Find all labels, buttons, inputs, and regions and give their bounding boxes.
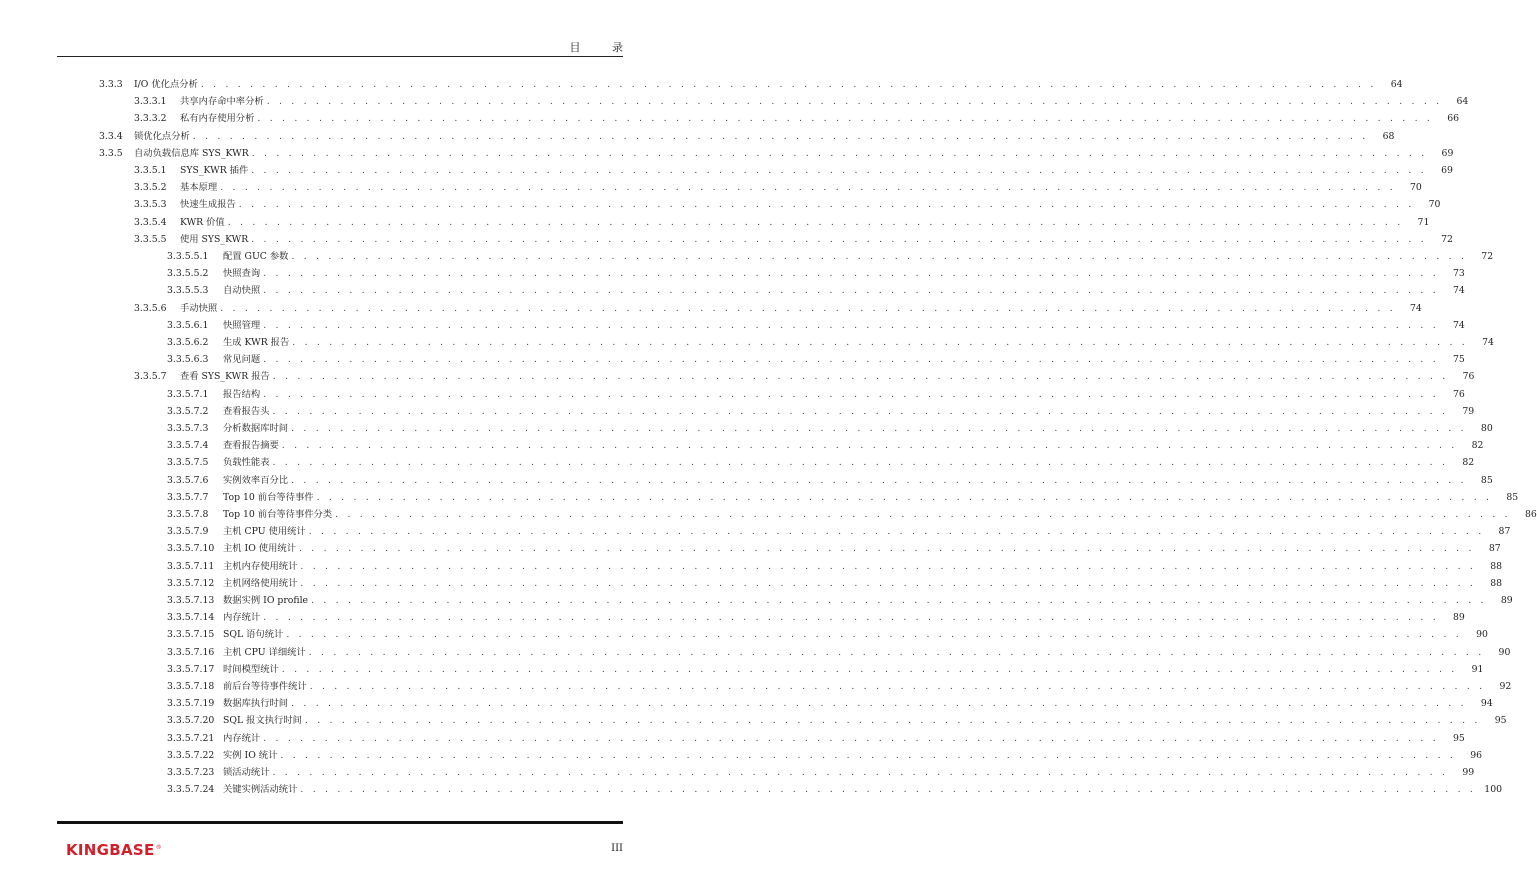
toc-dot-leader: . . . . . . . . . . . . . . . . . . . . . . . . . . . . . . . . . . . . . . . . . . . . . . . . . . . . . . . . . . . . . . . . . . . . . . . . . . . . . . . . . . . . . . . . . . . . . . . . <box>263 732 1439 744</box>
toc-entry[interactable] <box>0 644 1511 661</box>
toc-entry-number: 3.3.5.5 <box>134 233 167 245</box>
toc-entry-leader <box>223 334 1494 351</box>
toc-entry[interactable] <box>0 110 1460 127</box>
toc-entry-number: 3.3.5.7.21 <box>167 732 215 744</box>
toc-entry-page: 75 <box>1453 354 1465 366</box>
toc-entry[interactable] <box>0 730 1465 747</box>
toc-entry-title: I/O 优化点分析 <box>134 76 201 93</box>
toc-entry-page: 74 <box>1410 302 1422 314</box>
toc-entry-page: 64 <box>1456 96 1469 108</box>
toc-entry-title: SQL 报文执行时间 <box>223 712 305 729</box>
toc-entry-title: 查看报告头 <box>223 403 273 420</box>
toc-entry-page: 99 <box>1462 767 1475 778</box>
toc-entry-number: 3.3.5.7.15 <box>167 629 215 641</box>
toc-entry-title: 内存统计 <box>223 730 263 747</box>
toc-dot-leader: . . . . . . . . . . . . . . . . . . . . . . . . . . . . . . . . . . . . . . . . . . . . . . . . . . . . . . . . . . . . . . . . . . . . . . . . . . . . . . . . . . . . . . . . . . . . . . . . <box>280 749 1457 761</box>
toc-entry-page: 87 <box>1498 526 1511 538</box>
toc-entry-page: 76 <box>1462 371 1475 383</box>
toc-entry-page: 66 <box>1447 113 1460 125</box>
toc-entry-number: 3.3.5.7.2 <box>167 405 209 417</box>
toc-entry-title: 实例效率百分比 <box>223 472 291 489</box>
toc-dot-leader: . . . . . . . . . . . . . . . . . . . . . . . . . . . . . . . . . . . . . . . . . . . . . . . . . . . . . . . . . . . . . . . . . . . . . . . . . . . . . . . . . . . . . . . . . . . . . . . . <box>220 302 1396 314</box>
toc-entry[interactable] <box>0 351 1465 368</box>
toc-entry-title: 实例 IO 统计 <box>223 747 280 764</box>
toc-dot-leader: . . . . . . . . . . . . . . . . . . . . . . . . . . . . . . . . . . . . . . . . . . . . . . . . . . . . . . . . . . . . . . . . . . . . . . . . . . . . . . . . . . . . . . . . . . . . . . . . <box>300 577 1477 589</box>
toc-entry-leader <box>180 93 1469 110</box>
toc-entry-page: 96 <box>1470 749 1483 761</box>
toc-entry-title: SYS_KWR 插件 <box>180 162 251 179</box>
toc-dot-leader: . . . . . . . . . . . . . . . . . . . . . . . . . . . . . . . . . . . . . . . . . . . . . . . . . . . . . . . . . . . . . . . . . . . . . . . . . . . . . . . . . . . . . . . . . . . . . . . . <box>263 268 1439 280</box>
toc-entry-number: 3.3.5.4 <box>134 216 167 228</box>
toc-entry[interactable] <box>0 300 1422 317</box>
toc-entry-number: 3.3.4 <box>99 130 123 142</box>
toc-entry-page: 69 <box>1441 147 1454 159</box>
toc-dot-leader: . . . . . . . . . . . . . . . . . . . . . . . . . . . . . . . . . . . . . . . . . . . . . . . . . . . . . . . . . . . . . . . . . . . . . . . . . . . . . . . . . . . . . . . . . . . . . . . . <box>300 560 1477 572</box>
toc-entry[interactable] <box>0 764 1475 781</box>
toc-entry-title: 主机 CPU 详细统计 <box>223 644 309 661</box>
toc-entry[interactable] <box>0 162 1453 179</box>
toc-dot-leader: . . . . . . . . . . . . . . . . . . . . . . . . . . . . . . . . . . . . . . . . . . . . . . . . . . . . . . . . . . . . . . . . . . . . . . . . . . . . . . . . . . . . . . . . . . . . . . . . <box>300 784 1477 796</box>
toc-entry-title: 使用 SYS_KWR <box>180 231 251 248</box>
toc-entry-leader <box>223 695 1493 712</box>
toc-entry-title: 时间模型统计 <box>223 661 282 678</box>
toc-entry-page: 88 <box>1490 577 1503 589</box>
toc-entry-page: 72 <box>1481 251 1494 262</box>
toc-dot-leader: . . . . . . . . . . . . . . . . . . . . . . . . . . . . . . . . . . . . . . . . . . . . . . . . . . . . . . . . . . . . . . . . . . . . . . . . . . . . . . . . . . . . . . . . . . . . . . . . <box>263 388 1439 400</box>
toc-entry[interactable] <box>0 145 1454 162</box>
toc-dot-leader: . . . . . . . . . . . . . . . . . . . . . . . . . . . . . . . . . . . . . . . . . . . . . . . . . . . . . . . . . . . . . . . . . . . . . . . . . . . . . . . . . . . . . . . . . . . . . . . . <box>272 767 1449 778</box>
toc-entry-number: 3.3.5.7 <box>134 371 167 383</box>
toc-entry[interactable] <box>0 712 1507 729</box>
toc-dot-leader: . . . . . . . . . . . . . . . . . . . . . . . . . . . . . . . . . . . . . . . . . . . . . . . . . . . . . . . . . . . . . . . . . . . . . . . . . . . . . . . . . . . . . . . . . . . . . . . . <box>263 612 1439 624</box>
toc-entry-page: 94 <box>1480 698 1493 710</box>
toc-entry-leader <box>223 248 1494 265</box>
toc-entry-title: 锁活动统计 <box>223 764 273 781</box>
toc-dot-leader: . . . . . . . . . . . . . . . . . . . . . . . . . . . . . . . . . . . . . . . . . . . . . . . . . . . . . . . . . . . . . . . . . . . . . . . . . . . . . . . . . . . . . . . . . . . . . . . . <box>291 423 1467 434</box>
toc-dot-leader: . . . . . . . . . . . . . . . . . . . . . . . . . . . . . . . . . . . . . . . . . . . . . . . . . . . . . . . . . . . . . . . . . . . . . . . . . . . . . . . . . . . . . . . . . . . . . . . . <box>251 147 1428 159</box>
toc-entry-page: 82 <box>1471 440 1484 452</box>
toc-entry-title: 快速生成报告 <box>180 196 239 213</box>
toc-dot-leader: . . . . . . . . . . . . . . . . . . . . . . . . . . . . . . . . . . . . . . . . . . . . . . . . . . . . . . . . . . . . . . . . . . . . . . . . . . . . . . . . . . . . . . . . . . . . . . . . <box>292 337 1468 348</box>
toc-entry-number: 3.3.5.7.12 <box>167 577 215 589</box>
toc-entry[interactable] <box>0 282 1465 299</box>
toc-entry[interactable] <box>0 403 1475 420</box>
toc-entry-number: 3.3.5.7.9 <box>167 526 209 538</box>
toc-entry-leader <box>223 437 1484 454</box>
page-number: III <box>611 843 623 854</box>
toc-entry-leader <box>223 609 1465 626</box>
toc-dot-leader: . . . . . . . . . . . . . . . . . . . . . . . . . . . . . . . . . . . . . . . . . . . . . . . . . . . . . . . . . . . . . . . . . . . . . . . . . . . . . . . . . . . . . . . . . . . . . . . . <box>304 715 1481 727</box>
toc-entry-number: 3.3.5.7.14 <box>167 612 215 624</box>
toc-entry-title: 共享内存命中率分析 <box>180 93 267 110</box>
toc-entry-page: 70 <box>1410 182 1422 194</box>
toc-entry[interactable] <box>0 506 1537 523</box>
toc-entry-number: 3.3.3.1 <box>134 96 167 108</box>
toc-entry-leader <box>180 196 1441 213</box>
toc-dot-leader: . . . . . . . . . . . . . . . . . . . . . . . . . . . . . . . . . . . . . . . . . . . . . . . . . . . . . . . . . . . . . . . . . . . . . . . . . . . . . . . . . . . . . . . . . . . . . . . . <box>291 251 1468 262</box>
toc-entry-page: 76 <box>1453 388 1465 400</box>
toc-entry[interactable] <box>0 609 1465 626</box>
toc-dot-leader: . . . . . . . . . . . . . . . . . . . . . . . . . . . . . . . . . . . . . . . . . . . . . . . . . . . . . . . . . . . . . . . . . . . . . . . . . . . . . . . . . . . . . . . . . . . . . . . . <box>291 698 1467 710</box>
toc-entry-number: 3.3.5.6.1 <box>167 319 209 331</box>
toc-entry-number: 3.3.5.7.6 <box>167 474 209 486</box>
toc-entry-number: 3.3.3 <box>99 79 123 90</box>
toc-dot-leader: . . . . . . . . . . . . . . . . . . . . . . . . . . . . . . . . . . . . . . . . . . . . . . . . . . . . . . . . . . . . . . . . . . . . . . . . . . . . . . . . . . . . . . . . . . . . . . . . <box>263 319 1439 331</box>
toc-entry-number: 3.3.5.7.4 <box>167 440 209 452</box>
toc-entry-leader <box>223 678 1512 695</box>
toc-dot-leader: . . . . . . . . . . . . . . . . . . . . . . . . . . . . . . . . . . . . . . . . . . . . . . . . . . . . . . . . . . . . . . . . . . . . . . . . . . . . . . . . . . . . . . . . . . . . . . . . <box>308 646 1485 658</box>
toc-entry-number: 3.3.5.7.3 <box>167 423 209 434</box>
toc-entry-page: 86 <box>1524 509 1537 520</box>
toc-entry-number: 3.3.5.7.17 <box>167 663 215 675</box>
toc-entry-title: 基本原理 <box>180 179 220 196</box>
toc-entry-page: 100 <box>1484 784 1503 796</box>
toc-entry-number: 3.3.5.7.22 <box>167 749 215 761</box>
toc-entry-title: Top 10 前台等待事件分类 <box>223 506 335 523</box>
toc-entry-leader <box>134 145 1454 162</box>
toc-entry-number: 3.3.5.5.2 <box>167 268 209 280</box>
logo-text: KINGBASE <box>66 841 155 859</box>
toc-entry-title: 分析数据库时间 <box>223 420 291 437</box>
toc-entry[interactable] <box>0 592 1513 609</box>
toc-dot-leader: . . . . . . . . . . . . . . . . . . . . . . . . . . . . . . . . . . . . . . . . . . . . . . . . . . . . . . . . . . . . . . . . . . . . . . . . . . . . . . . . . . . . . . . . . . . . . . . . <box>200 79 1377 90</box>
toc-dot-leader: . . . . . . . . . . . . . . . . . . . . . . . . . . . . . . . . . . . . . . . . . . . . . . . . . . . . . . . . . . . . . . . . . . . . . . . . . . . . . . . . . . . . . . . . . . . . . . . . <box>311 595 1487 606</box>
toc-entry-title: SQL 语句统计 <box>223 626 286 643</box>
toc-dot-leader: . . . . . . . . . . . . . . . . . . . . . . . . . . . . . . . . . . . . . . . . . . . . . . . . . . . . . . . . . . . . . . . . . . . . . . . . . . . . . . . . . . . . . . . . . . . . . . . . <box>281 440 1458 452</box>
toc-entry-number: 3.3.5.7.20 <box>167 715 215 727</box>
toc-entry-number: 3.3.5.2 <box>134 182 167 194</box>
toc-entry-number: 3.3.5.5.1 <box>167 251 209 262</box>
kingbase-logo <box>66 841 162 859</box>
toc-entry[interactable] <box>0 558 1503 575</box>
toc-entry-number: 3.3.5.6.3 <box>167 354 209 366</box>
toc-entry[interactable] <box>0 472 1493 489</box>
toc-entry-leader <box>223 781 1503 798</box>
toc-entry[interactable] <box>0 265 1465 282</box>
toc-entry-leader <box>180 179 1422 196</box>
toc-entry-number: 3.3.5.5.3 <box>167 285 209 297</box>
toc-entry-page: 91 <box>1471 663 1484 675</box>
toc-entry-number: 3.3.5.7.23 <box>167 767 215 778</box>
toc-entry[interactable] <box>0 231 1453 248</box>
toc-entry[interactable] <box>0 317 1465 334</box>
toc-entry-page: 87 <box>1488 543 1501 555</box>
toc-entry-number: 3.3.5.7.7 <box>167 491 209 503</box>
toc-entry-number: 3.3.5.6 <box>134 302 167 314</box>
toc-entry-leader <box>223 712 1507 729</box>
toc-entry[interactable] <box>0 781 1503 798</box>
toc-entry-number: 3.3.5.7.18 <box>167 681 215 692</box>
footer-rule <box>57 821 623 824</box>
toc-entry-title: 前后台等待事件统计 <box>223 678 310 695</box>
toc-entry-leader <box>223 626 1488 643</box>
toc-entry-page: 80 <box>1480 423 1493 434</box>
toc-dot-leader: . . . . . . . . . . . . . . . . . . . . . . . . . . . . . . . . . . . . . . . . . . . . . . . . . . . . . . . . . . . . . . . . . . . . . . . . . . . . . . . . . . . . . . . . . . . . . . . . <box>251 233 1427 245</box>
toc-entry-page: 64 <box>1390 79 1403 90</box>
toc-entry-leader <box>223 730 1465 747</box>
toc-entry-leader <box>223 420 1493 437</box>
toc-entry-number: 3.3.5.7.24 <box>167 784 215 796</box>
toc-entry-page: 69 <box>1441 165 1453 176</box>
toc-entry-leader <box>223 575 1503 592</box>
toc-entry-title: 自动快照 <box>223 282 263 299</box>
toc-entry-leader <box>180 300 1422 317</box>
toc-entry-leader <box>223 558 1503 575</box>
toc-entry[interactable] <box>0 214 1430 231</box>
toc-entry-page: 72 <box>1441 233 1453 245</box>
toc-entry-title: 关键实例活动统计 <box>223 781 300 798</box>
toc-entry-title: 数据库执行时间 <box>223 695 291 712</box>
toc-entry-leader <box>223 506 1537 523</box>
toc-entry-page: 85 <box>1480 474 1493 486</box>
toc-dot-leader: . . . . . . . . . . . . . . . . . . . . . . . . . . . . . . . . . . . . . . . . . . . . . . . . . . . . . . . . . . . . . . . . . . . . . . . . . . . . . . . . . . . . . . . . . . . . . . . . <box>263 354 1439 366</box>
header-title: 目 录 <box>569 41 637 54</box>
toc-entry-title: 主机内存使用统计 <box>223 558 300 575</box>
toc-entry[interactable] <box>0 76 1403 93</box>
toc-entry-number: 3.3.5.7.8 <box>167 509 209 520</box>
toc-entry-page: 95 <box>1494 715 1507 727</box>
toc-entry-page: 90 <box>1498 646 1511 658</box>
toc-entry-leader <box>180 214 1430 231</box>
toc-entry-title: 自动负载信息库 SYS_KWR <box>134 145 252 162</box>
toc-entry-title: 报告结构 <box>223 386 263 403</box>
toc-entry-page: 90 <box>1476 629 1488 641</box>
toc-entry-page: 68 <box>1382 130 1395 142</box>
toc-entry-page: 89 <box>1500 595 1513 606</box>
toc-entry[interactable] <box>0 93 1469 110</box>
toc-entry-page: 95 <box>1453 732 1465 744</box>
toc-dot-leader: . . . . . . . . . . . . . . . . . . . . . . . . . . . . . . . . . . . . . . . . . . . . . . . . . . . . . . . . . . . . . . . . . . . . . . . . . . . . . . . . . . . . . . . . . . . . . . . . <box>309 681 1486 692</box>
toc-entry-title: 配置 GUC 参数 <box>223 248 291 265</box>
toc-dot-leader: . . . . . . . . . . . . . . . . . . . . . . . . . . . . . . . . . . . . . . . . . . . . . . . . . . . . . . . . . . . . . . . . . . . . . . . . . . . . . . . . . . . . . . . . . . . . . . . . <box>281 663 1458 675</box>
toc-dot-leader: . . . . . . . . . . . . . . . . . . . . . . . . . . . . . . . . . . . . . . . . . . . . . . . . . . . . . . . . . . . . . . . . . . . . . . . . . . . . . . . . . . . . . . . . . . . . . . . . <box>308 526 1485 538</box>
toc-entry-page: 82 <box>1462 457 1475 469</box>
toc-entry-title: 主机 IO 使用统计 <box>223 540 299 557</box>
toc-entry-title: 查看 SYS_KWR 报告 <box>180 368 273 385</box>
toc-entry[interactable] <box>0 334 1494 351</box>
toc-entry-title: 快照查询 <box>223 265 263 282</box>
toc-dot-leader: . . . . . . . . . . . . . . . . . . . . . . . . . . . . . . . . . . . . . . . . . . . . . . . . . . . . . . . . . . . . . . . . . . . . . . . . . . . . . . . . . . . . . . . . . . . . . . . . <box>251 165 1427 176</box>
toc-entry-title: 私有内存使用分析 <box>180 110 257 127</box>
toc-entry[interactable] <box>0 523 1511 540</box>
toc-entry-page: 74 <box>1453 319 1465 331</box>
toc-entry[interactable] <box>0 540 1501 557</box>
toc-entry-leader <box>180 110 1460 127</box>
toc-dot-leader: . . . . . . . . . . . . . . . . . . . . . . . . . . . . . . . . . . . . . . . . . . . . . . . . . . . . . . . . . . . . . . . . . . . . . . . . . . . . . . . . . . . . . . . . . . . . . . . . <box>257 113 1434 125</box>
toc-entry[interactable] <box>0 248 1494 265</box>
toc-entry-leader <box>223 403 1475 420</box>
toc-entry-number: 3.3.5.1 <box>134 165 167 176</box>
toc-entry[interactable] <box>0 437 1484 454</box>
toc-entry-title: Top 10 前台等待事件 <box>223 489 317 506</box>
toc-entry[interactable] <box>0 454 1475 471</box>
toc-dot-leader: . . . . . . . . . . . . . . . . . . . . . . . . . . . . . . . . . . . . . . . . . . . . . . . . . . . . . . . . . . . . . . . . . . . . . . . . . . . . . . . . . . . . . . . . . . . . . . . . <box>227 216 1404 228</box>
toc-entry-title: 主机网络使用统计 <box>223 575 300 592</box>
toc-entry-title: 内存统计 <box>223 609 263 626</box>
toc-entry-leader <box>223 454 1475 471</box>
toc-dot-leader: . . . . . . . . . . . . . . . . . . . . . . . . . . . . . . . . . . . . . . . . . . . . . . . . . . . . . . . . . . . . . . . . . . . . . . . . . . . . . . . . . . . . . . . . . . . . . . . . <box>238 199 1415 211</box>
toc-entry-leader <box>223 747 1483 764</box>
toc-entry-title: 快照管理 <box>223 317 263 334</box>
toc-entry-number: 3.3.5.7.11 <box>167 560 215 572</box>
toc-dot-leader: . . . . . . . . . . . . . . . . . . . . . . . . . . . . . . . . . . . . . . . . . . . . . . . . . . . . . . . . . . . . . . . . . . . . . . . . . . . . . . . . . . . . . . . . . . . . . . . . <box>291 474 1467 486</box>
toc-entry-number: 3.3.5.7.5 <box>167 457 209 469</box>
toc-entry[interactable] <box>0 661 1484 678</box>
toc-entry-title: 锁优化点分析 <box>134 128 193 145</box>
toc-entry-page: 92 <box>1499 681 1512 692</box>
toc-entry-page: 85 <box>1506 491 1519 503</box>
toc-entry-leader <box>223 472 1493 489</box>
toc-entry-leader <box>134 128 1395 145</box>
toc-entry-number: 3.3.5 <box>99 147 123 159</box>
toc-entry-number: 3.3.5.7.13 <box>167 595 215 606</box>
toc-dot-leader: . . . . . . . . . . . . . . . . . . . . . . . . . . . . . . . . . . . . . . . . . . . . . . . . . . . . . . . . . . . . . . . . . . . . . . . . . . . . . . . . . . . . . . . . . . . . . . . . <box>192 130 1369 142</box>
toc-entry[interactable] <box>0 368 1475 385</box>
toc-entry[interactable] <box>0 678 1512 695</box>
toc-entry[interactable] <box>0 575 1503 592</box>
toc-entry-leader <box>223 351 1465 368</box>
toc-entry-title: 手动快照 <box>180 300 220 317</box>
toc-entry[interactable] <box>0 420 1493 437</box>
toc-entry-title: 查看报告摘要 <box>223 437 282 454</box>
toc-entry-title: 负载性能表 <box>223 454 273 471</box>
toc-entry-leader <box>223 265 1465 282</box>
toc-dot-leader: . . . . . . . . . . . . . . . . . . . . . . . . . . . . . . . . . . . . . . . . . . . . . . . . . . . . . . . . . . . . . . . . . . . . . . . . . . . . . . . . . . . . . . . . . . . . . . . . <box>220 182 1396 194</box>
toc-entry-leader <box>223 661 1484 678</box>
toc-entry-leader <box>180 368 1475 385</box>
toc-dot-leader: . . . . . . . . . . . . . . . . . . . . . . . . . . . . . . . . . . . . . . . . . . . . . . . . . . . . . . . . . . . . . . . . . . . . . . . . . . . . . . . . . . . . . . . . . . . . . . . . <box>286 629 1462 641</box>
logo-registered-mark: ® <box>155 844 162 851</box>
toc-dot-leader: . . . . . . . . . . . . . . . . . . . . . . . . . . . . . . . . . . . . . . . . . . . . . . . . . . . . . . . . . . . . . . . . . . . . . . . . . . . . . . . . . . . . . . . . . . . . . . . . <box>272 457 1449 469</box>
toc-entry[interactable] <box>0 179 1422 196</box>
toc-entry-number: 3.3.5.6.2 <box>167 337 209 348</box>
toc-entry-title: 生成 KWR 报告 <box>223 334 292 351</box>
toc-dot-leader: . . . . . . . . . . . . . . . . . . . . . . . . . . . . . . . . . . . . . . . . . . . . . . . . . . . . . . . . . . . . . . . . . . . . . . . . . . . . . . . . . . . . . . . . . . . . . . . . <box>272 371 1449 383</box>
toc-entry-title: 常见问题 <box>223 351 263 368</box>
toc-entry-leader <box>223 592 1513 609</box>
toc-entry-title: 主机 CPU 使用统计 <box>223 523 309 540</box>
toc-entry-page: 74 <box>1453 285 1465 297</box>
toc-entry-number: 3.3.5.3 <box>134 199 167 211</box>
toc-entry-number: 3.3.3.2 <box>134 113 167 125</box>
toc-entry-leader <box>223 386 1465 403</box>
toc-entry[interactable] <box>0 128 1395 145</box>
toc-entry-page: 79 <box>1462 405 1475 417</box>
toc-entry-leader <box>223 523 1511 540</box>
toc-entry[interactable] <box>0 196 1441 213</box>
toc-entry-number: 3.3.5.7.19 <box>167 698 215 710</box>
toc-entry-page: 71 <box>1417 216 1430 228</box>
toc-entry[interactable] <box>0 489 1519 506</box>
page-header <box>57 38 637 57</box>
toc-entry-leader <box>223 764 1475 781</box>
toc-entry-title: 数据实例 IO profile <box>223 592 311 609</box>
toc-entry[interactable] <box>0 695 1493 712</box>
toc-dot-leader: . . . . . . . . . . . . . . . . . . . . . . . . . . . . . . . . . . . . . . . . . . . . . . . . . . . . . . . . . . . . . . . . . . . . . . . . . . . . . . . . . . . . . . . . . . . . . . . . <box>299 543 1475 555</box>
toc-entry-leader <box>223 282 1465 299</box>
toc-entry-page: 89 <box>1453 612 1465 624</box>
toc-entry-leader <box>223 644 1511 661</box>
toc-entry-page: 73 <box>1453 268 1465 280</box>
toc-entry[interactable] <box>0 626 1488 643</box>
toc-entry-leader <box>180 231 1453 248</box>
toc-entry-number: 3.3.5.7.1 <box>167 388 209 400</box>
toc-entry-number: 3.3.5.7.10 <box>167 543 215 555</box>
toc-entry-page: 70 <box>1428 199 1441 211</box>
toc-entry[interactable] <box>0 386 1465 403</box>
toc-entry-leader <box>223 317 1465 334</box>
toc-dot-leader: . . . . . . . . . . . . . . . . . . . . . . . . . . . . . . . . . . . . . . . . . . . . . . . . . . . . . . . . . . . . . . . . . . . . . . . . . . . . . . . . . . . . . . . . . . . . . . . . <box>272 405 1449 417</box>
toc-entry-page: 88 <box>1490 560 1503 572</box>
toc-dot-leader: . . . . . . . . . . . . . . . . . . . . . . . . . . . . . . . . . . . . . . . . . . . . . . . . . . . . . . . . . . . . . . . . . . . . . . . . . . . . . . . . . . . . . . . . . . . . . . . . <box>335 509 1511 520</box>
toc-entry[interactable] <box>0 747 1483 764</box>
toc-entry-page: 74 <box>1482 337 1494 348</box>
toc-dot-leader: . . . . . . . . . . . . . . . . . . . . . . . . . . . . . . . . . . . . . . . . . . . . . . . . . . . . . . . . . . . . . . . . . . . . . . . . . . . . . . . . . . . . . . . . . . . . . . . . <box>263 285 1439 297</box>
toc-dot-leader: . . . . . . . . . . . . . . . . . . . . . . . . . . . . . . . . . . . . . . . . . . . . . . . . . . . . . . . . . . . . . . . . . . . . . . . . . . . . . . . . . . . . . . . . . . . . . . . . <box>316 491 1493 503</box>
toc-entry-leader <box>134 76 1403 93</box>
toc-entry-leader <box>223 540 1501 557</box>
toc-entry-leader <box>180 162 1453 179</box>
toc-dot-leader: . . . . . . . . . . . . . . . . . . . . . . . . . . . . . . . . . . . . . . . . . . . . . . . . . . . . . . . . . . . . . . . . . . . . . . . . . . . . . . . . . . . . . . . . . . . . . . . . <box>266 96 1443 108</box>
toc-entry-number: 3.3.5.7.16 <box>167 646 215 658</box>
toc-entry-leader <box>223 489 1519 506</box>
toc-entry-title: KWR 价值 <box>180 214 228 231</box>
